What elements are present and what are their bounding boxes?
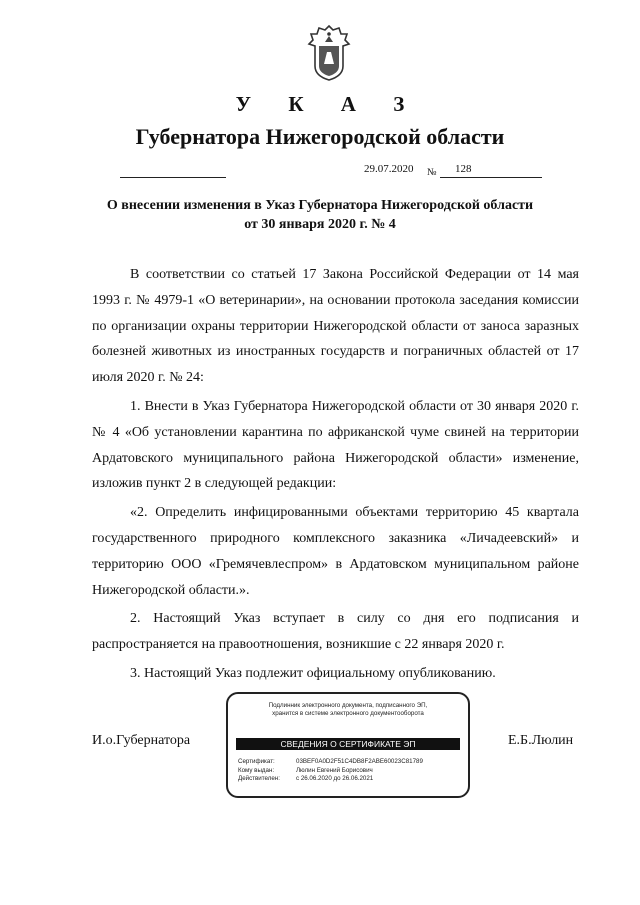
document-type-title: У К А З [235,92,421,116]
document-body [92,262,579,687]
stamp-notice-line-2: хранится в системе электронного документооборота [272,710,424,717]
paragraph-new-item-2: «2. Определить инфицированными объектами территорию 45 квартала государственного природного комплексного заказника «Личадеевский» и территорию ООО «Гремячевлеспром» в Ардатовском муниципальном районе Нижегородской области.». [92,505,579,598]
validity-value: с 26.06.2020 до 26.06.2021 [296,775,374,782]
issued-to-label: Кому выдан: [238,766,275,774]
coat-of-arms-icon [303,22,355,82]
certificate-value: 03BEF0A0D2F51C4DB8F2ABE60023C81789 [296,758,423,765]
signatory-name: Е.Б.Люлин [508,733,574,748]
paragraph-preamble: В соответствии со статьей 17 Закона Российской Федерации от 14 мая 1993 г. № 4979-1 «О ветеринарии», на основании протокола заседания комиссии по организации охраны территории Нижегородской области от заноса заразных болезней животных из иностранных государств и пограничных областей от 17 июля 2020 г. № 24: [92,267,579,386]
number-sign: № [427,167,437,178]
paragraph-item-1: 1. Внести в Указ Губернатора Нижегородской области от 30 января 2020 г. № 4 «Об установлении карантина по африканской чуме свиней на территории Ардатовского муниципального района Нижегородской области» изменение, изложив пункт 2 в следующей редакции: [92,398,579,492]
validity-row [238,775,423,784]
issued-to-row [238,767,423,776]
document-subject: О внесении изменения в Указ Губернатора Нижегородской области от 30 января 2020 г. № 4 [106,198,534,232]
issued-to-value: Люлин Евгений Борисович [296,766,373,774]
number-underline [440,177,542,178]
registration-row [0,163,640,183]
paragraph-item-2: 2. Настоящий Указ вступает в силу со дня его подписания и распространяется на правоотношения, возникшие с 22 января 2020 г. [92,611,579,653]
blank-line [120,177,226,178]
issuer-title: Губернатора Нижегородской области [135,124,505,149]
paragraph-item-3: 3. Настоящий Указ подлежит официальному опубликованию. [130,665,496,681]
document-date: 29.07.2020 [364,163,414,175]
stamp-notice-line-1: Подлинник электронного документа, подписанного ЭП, [268,702,428,709]
certificate-label: Сертификат: [238,758,275,765]
validity-label: Действителен: [238,775,280,782]
stamp-certificate-info [238,758,423,784]
stamp-notice [238,702,458,718]
certificate-row [238,758,423,767]
electronic-signature-stamp [226,692,470,798]
signatory-position: И.о.Губернатора [92,733,191,748]
document-number: 128 [455,163,472,175]
stamp-heading: СВЕДЕНИЯ О СЕРТИФИКАТЕ ЭП [236,738,460,750]
